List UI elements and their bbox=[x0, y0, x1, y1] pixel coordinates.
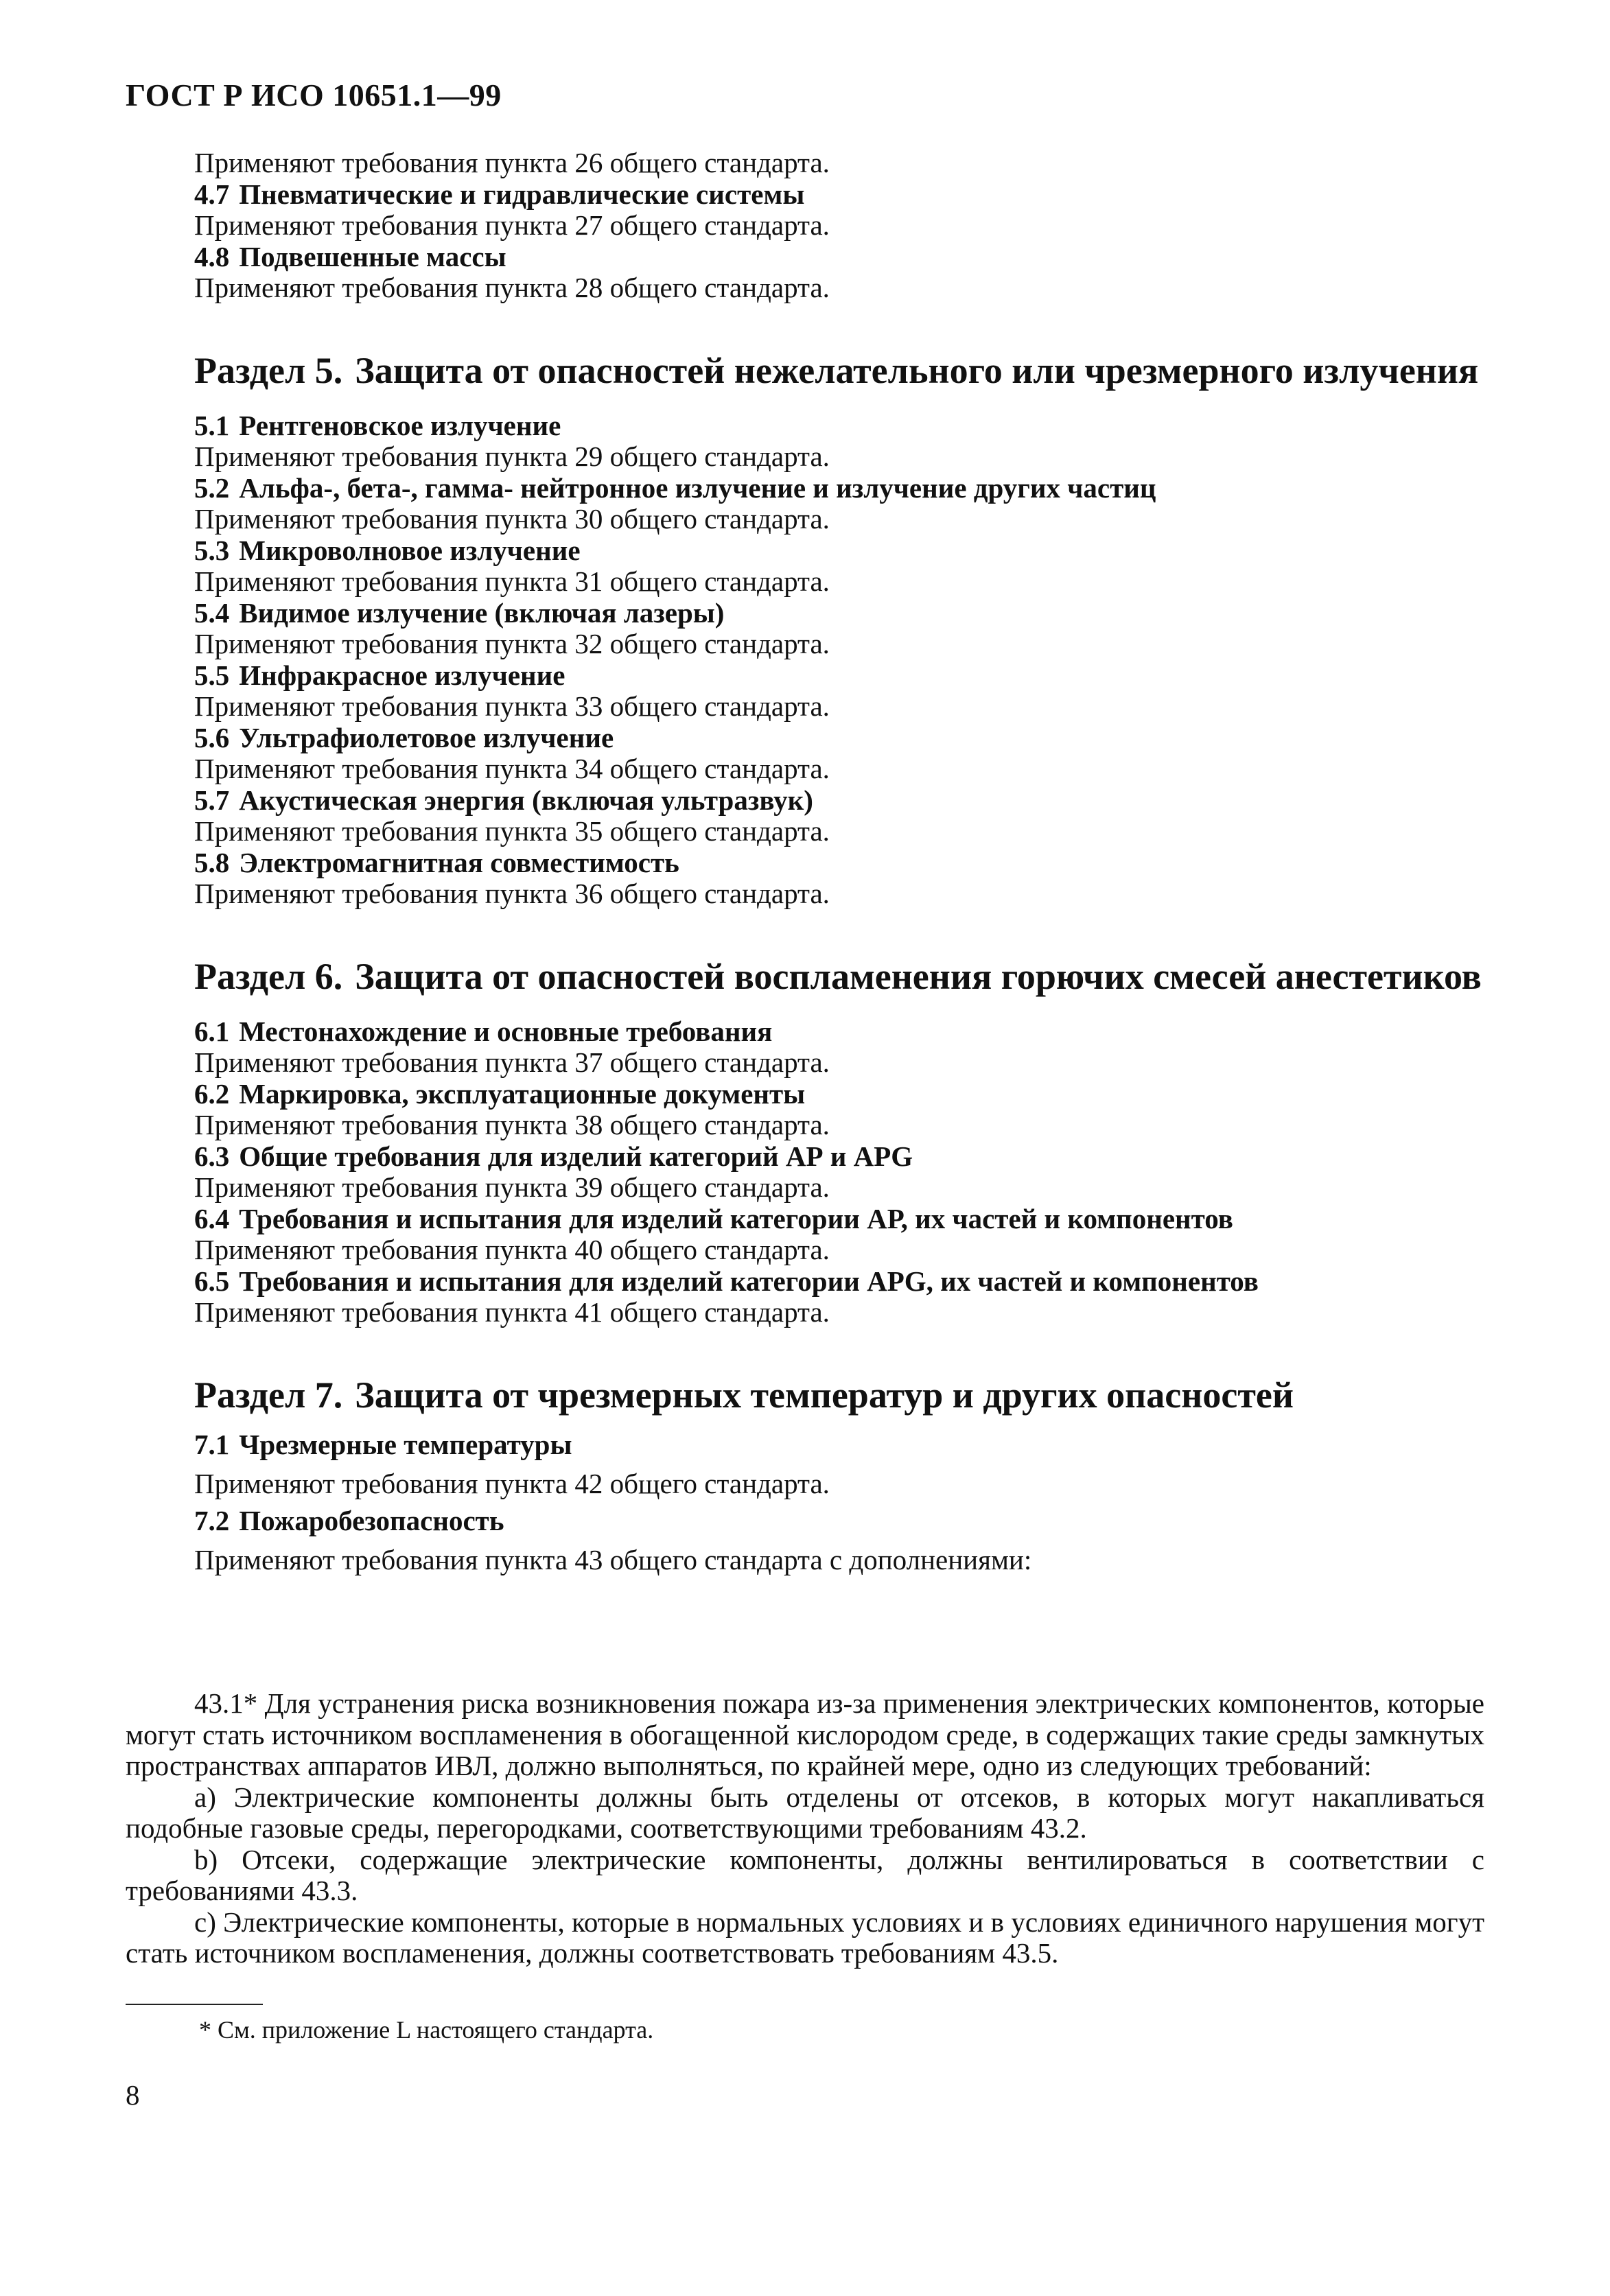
subsection-title: Общие требования для изделий категорий АР и APG bbox=[239, 1140, 913, 1172]
subsection-number: 5.7 bbox=[194, 784, 230, 816]
subsection-title: Подвешенные массы bbox=[239, 240, 506, 272]
subsection-number: 6.4 bbox=[194, 1202, 230, 1234]
clause-43-1-block bbox=[126, 1688, 1484, 1969]
subsection-title: Электромагнитная совместимость bbox=[239, 846, 679, 878]
section-title: Защита от опасностей воспламенения горючих смесей анестетиков bbox=[355, 955, 1482, 997]
subsection-heading bbox=[194, 1266, 1484, 1298]
subsection-title: Микроволновое излучение bbox=[239, 534, 581, 566]
page-content bbox=[194, 148, 1484, 1576]
body-text: Применяют требования пункта 30 общего стандарта. bbox=[194, 503, 830, 535]
body-text: Применяют требования пункта 28 общего стандарта. bbox=[194, 272, 830, 303]
subsection-number: 6.2 bbox=[194, 1077, 230, 1110]
subsection-heading bbox=[194, 1429, 1484, 1461]
subsection-title: Пожаробезопасность bbox=[239, 1504, 504, 1536]
body-text: Применяют требования пункта 41 общего стандарта. bbox=[194, 1296, 830, 1328]
subsection-number: 5.4 bbox=[194, 596, 230, 629]
subsection-heading bbox=[194, 723, 1484, 754]
body-text: Применяют требования пункта 31 общего стандарта. bbox=[194, 565, 830, 597]
subsection-title: Ультрафиолетовое излучение bbox=[239, 721, 614, 753]
subsection-number: 5.2 bbox=[194, 471, 230, 504]
subsection-title: Рентгеновское излучение bbox=[239, 409, 561, 441]
section-heading bbox=[194, 350, 1484, 391]
subsection-heading bbox=[194, 535, 1484, 567]
subsection-number: 7.1 bbox=[194, 1428, 230, 1460]
subsection-number: 5.3 bbox=[194, 534, 230, 566]
subsection-heading bbox=[194, 473, 1484, 504]
page-number: 8 bbox=[126, 2079, 140, 2111]
subsection-heading bbox=[194, 785, 1484, 817]
subsection-number: 4.7 bbox=[194, 178, 230, 210]
paragraph-b: b) Отсеки, содержащие электрические компоненты, должны вентилироваться в соответствии с требованиями 43.3. bbox=[126, 1843, 1484, 1906]
subsection-title: Маркировка, эксплуатационные документы bbox=[239, 1077, 806, 1110]
body-text: Применяют требования пункта 26 общего стандарта. bbox=[194, 147, 830, 178]
paragraph-a: а) Электрические компоненты должны быть отделены от отсеков, в которых могут накапливаться подобные газовые среды, перегородками, соответствующими требованиям 43.2. bbox=[126, 1781, 1484, 1844]
body-text: Применяют требования пункта 37 общего стандарта. bbox=[194, 1046, 830, 1078]
subsection-heading bbox=[194, 1079, 1484, 1110]
section-title: Защита от чрезмерных температур и других опасностей bbox=[355, 1374, 1294, 1416]
section-label: Раздел 6. bbox=[194, 955, 343, 997]
subsection-heading bbox=[194, 1204, 1484, 1235]
subsection-title: Требования и испытания для изделий категории APG, их частей и компонентов bbox=[239, 1265, 1259, 1297]
document-header: ГОСТ Р ИСО 10651.1—99 bbox=[126, 78, 502, 113]
subsection-number: 5.6 bbox=[194, 721, 230, 753]
body-text: Применяют требования пункта 40 общего стандарта. bbox=[194, 1234, 830, 1265]
subsection-heading bbox=[194, 847, 1484, 879]
subsection-number: 7.2 bbox=[194, 1504, 230, 1536]
section-heading bbox=[194, 956, 1484, 997]
subsection-title: Альфа-, бета-, гамма- нейтронное излучение и излучение других частиц bbox=[239, 471, 1156, 504]
body-text: Применяют требования пункта 29 общего стандарта. bbox=[194, 441, 830, 472]
subsection-number: 4.8 bbox=[194, 240, 230, 272]
subsection-title: Требования и испытания для изделий категории АР, их частей и компонентов bbox=[239, 1202, 1233, 1234]
subsection-heading bbox=[194, 660, 1484, 692]
body-text: Применяют требования пункта 33 общего стандарта. bbox=[194, 690, 830, 722]
subsection-title: Чрезмерные температуры bbox=[239, 1428, 572, 1460]
body-text: Применяют требования пункта 27 общего стандарта. bbox=[194, 209, 830, 241]
subsection-title: Инфракрасное излучение bbox=[239, 659, 565, 691]
body-text: Применяют требования пункта 32 общего стандарта. bbox=[194, 628, 830, 659]
subsection-number: 5.1 bbox=[194, 409, 230, 441]
subsection-number: 5.5 bbox=[194, 659, 230, 691]
body-text: Применяют требования пункта 38 общего стандарта. bbox=[194, 1109, 830, 1140]
section-label: Раздел 7. bbox=[194, 1374, 343, 1416]
section-title: Защита от опасностей нежелательного или чрезмерного излучения bbox=[355, 349, 1479, 391]
subsection-heading bbox=[194, 410, 1484, 442]
subsection-heading bbox=[194, 1141, 1484, 1173]
footnote-divider bbox=[126, 2004, 263, 2005]
subsection-number: 6.1 bbox=[194, 1015, 230, 1047]
subsection-heading bbox=[194, 1016, 1484, 1048]
footnote: * См. приложение L настоящего стандарта. bbox=[199, 2016, 654, 2043]
subsection-number: 5.8 bbox=[194, 846, 230, 878]
subsection-heading bbox=[194, 242, 1484, 273]
paragraph-43-1: 43.1* Для устранения риска возникновения пожара из-за применения электрических компонентов, которые могут стать источником воспламенения в обогащенной кислородом среде, в содержащих такие среды замкнутых пространствах аппаратов ИВЛ, должно выполняться, по крайней мере, одно из следующих требований: bbox=[126, 1687, 1484, 1781]
subsection-title: Местонахождение и основные требования bbox=[239, 1015, 773, 1047]
section-label: Раздел 5. bbox=[194, 349, 343, 391]
body-text: Применяют требования пункта 39 общего стандарта. bbox=[194, 1171, 830, 1203]
subsection-number: 6.3 bbox=[194, 1140, 230, 1172]
subsection-heading bbox=[194, 598, 1484, 629]
paragraph-c: с) Электрические компоненты, которые в нормальных условиях и в условиях единичного нарушения могут стать источником воспламенения, должны соответствовать требованиям 43.5. bbox=[126, 1906, 1484, 1969]
subsection-title: Видимое излучение (включая лазеры) bbox=[239, 596, 725, 629]
body-text: Применяют требования пункта 35 общего стандарта. bbox=[194, 815, 830, 847]
body-text: Применяют требования пункта 42 общего стандарта. bbox=[194, 1468, 830, 1499]
subsection-heading bbox=[194, 179, 1484, 211]
subsection-heading bbox=[194, 1506, 1484, 1537]
subsection-number: 6.5 bbox=[194, 1265, 230, 1297]
subsection-title: Пневматические и гидравлические системы bbox=[239, 178, 805, 210]
section-heading bbox=[194, 1374, 1484, 1416]
subsection-title: Акустическая энергия (включая ультразвук) bbox=[239, 784, 813, 816]
body-text: Применяют требования пункта 43 общего стандарта с дополнениями: bbox=[194, 1544, 1032, 1575]
body-text: Применяют требования пункта 34 общего стандарта. bbox=[194, 753, 830, 784]
body-text: Применяют требования пункта 36 общего стандарта. bbox=[194, 878, 830, 909]
